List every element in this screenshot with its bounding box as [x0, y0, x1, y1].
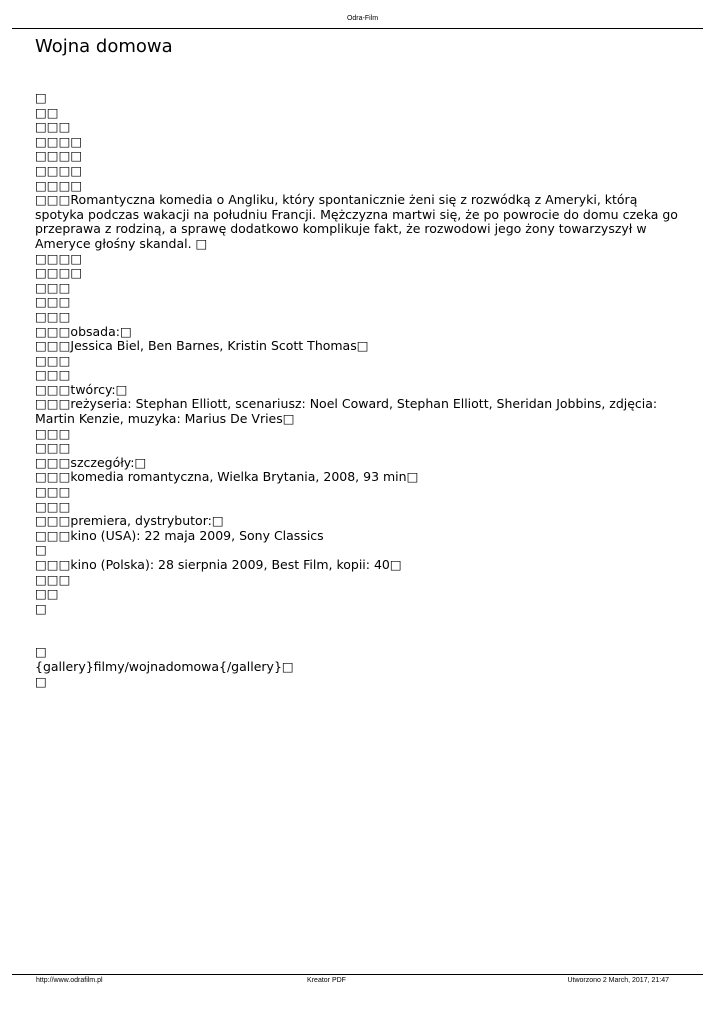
body-line: □□□ — [35, 352, 71, 368]
body-line: □□□□ — [35, 162, 83, 178]
body-line: □ — [35, 644, 47, 660]
premiere-poland: □□□kino (Polska): 28 sierpnia 2009, Best Film, kopii: 40□ — [35, 557, 402, 572]
details-label: □□□szczegóły:□ — [35, 454, 147, 470]
page-header: Odra-Film — [346, 15, 379, 22]
premiere-label: □□□premiera, dystrybutor:□ — [35, 513, 224, 529]
article-body — [35, 91, 685, 689]
body-line: □□□ — [35, 571, 71, 587]
body-line: □□□ — [35, 119, 71, 135]
body-line: □ — [35, 600, 47, 616]
body-line: □□□□ — [35, 133, 83, 149]
body-line: □□□□ — [35, 148, 83, 164]
footer-url: http://www.odrafilm.pl — [36, 977, 103, 984]
body-line: □□□ — [35, 308, 71, 324]
body-line: □□□ — [35, 498, 71, 514]
cast-value: □□□Jessica Biel, Ben Barnes, Kristin Scott Thomas□ — [35, 338, 369, 354]
body-line: □□□ — [35, 484, 71, 500]
footer-generator: Kreator PDF — [307, 977, 346, 984]
body-line: □□□□ — [35, 250, 83, 266]
header-divider — [12, 28, 703, 29]
article-title: Wojna domowa — [35, 36, 173, 57]
body-line: □□□ — [35, 440, 71, 456]
body-line: □□ — [35, 586, 59, 602]
body-line: □□ — [35, 104, 59, 120]
creators-value: □□□reżyseria: Stephan Elliott, scenariusz: Noel Coward, Stephan Elliott, Sheridan Jobbins, zdjęcia: Martin Kenzie, muzyka: Marius De Vries□ — [35, 396, 662, 427]
body-line: □□□ — [35, 279, 71, 295]
footer-created: Utworzono 2 March, 2017, 21:47 — [567, 977, 669, 984]
creators-label: □□□twórcy:□ — [35, 381, 128, 397]
body-line: □□□ — [35, 294, 71, 310]
body-line: □□□□ — [35, 177, 83, 193]
blank-space — [35, 616, 685, 645]
details-value: □□□komedia romantyczna, Wielka Brytania, 2008, 93 min□ — [35, 469, 419, 485]
body-line: □□□ — [35, 367, 71, 383]
body-line: □□□□ — [35, 265, 83, 281]
body-line: □ — [35, 542, 47, 558]
gallery-tag: {gallery}filmy/wojnadomowa{/gallery}□ — [35, 658, 294, 674]
cast-label: □□□obsada:□ — [35, 323, 132, 339]
body-line: □□□ — [35, 425, 71, 441]
body-line: □ — [35, 90, 47, 105]
premiere-usa: □□□kino (USA): 22 maja 2009, Sony Classics — [35, 527, 324, 543]
footer-divider — [12, 974, 703, 975]
body-line: □ — [35, 673, 47, 689]
synopsis-paragraph: □□□Romantyczna komedia o Angliku, który spontanicznie żeni się z rozwódką z Ameryki, którą spotyka podczas wakacji na południu Francji. Mężczyzna martwi się, że po powrocie do domu czeka go przeprawa z rodziną, a sprawę dodatkowo komplikuje fakt, że rozwodowi jego żony towarzyszył w Ameryce głośny skandal. □ — [35, 192, 682, 251]
